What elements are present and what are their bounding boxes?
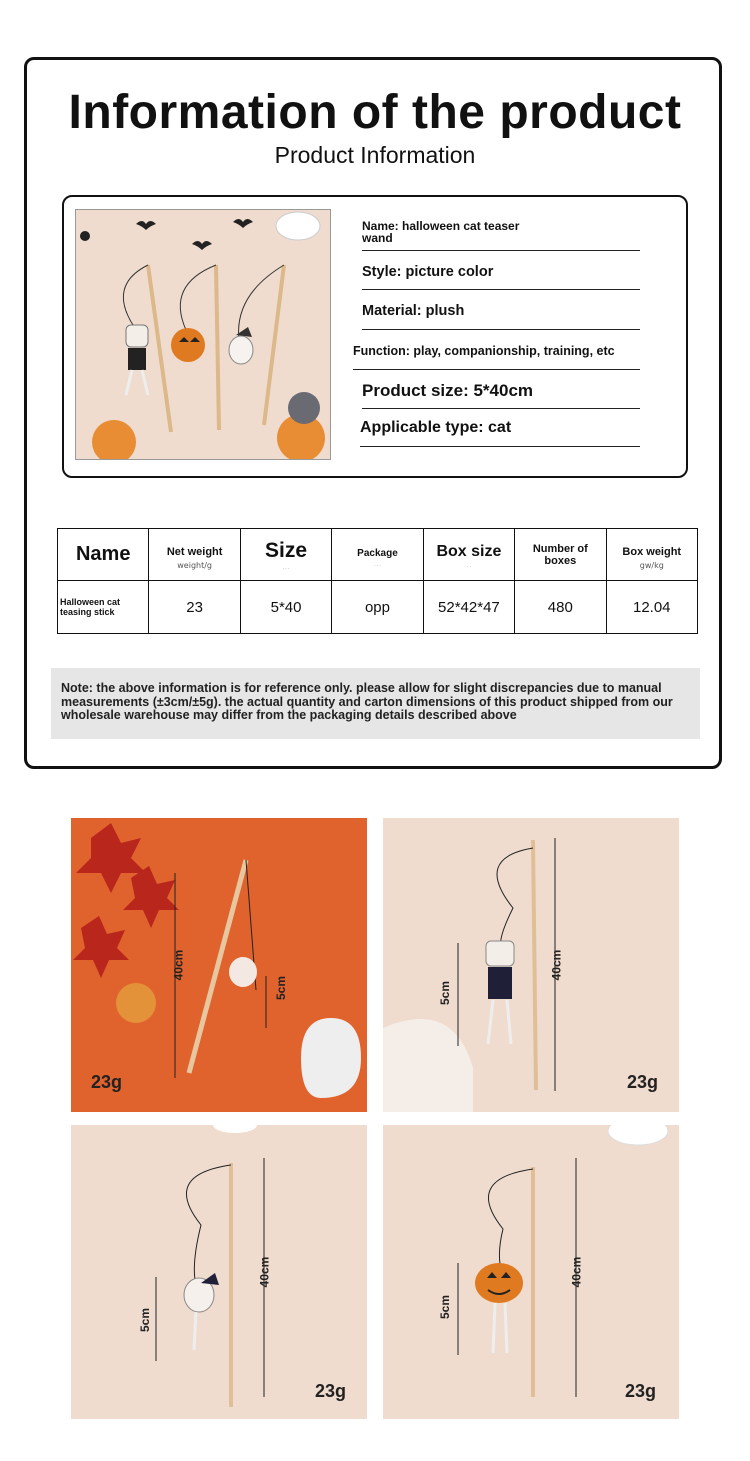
weight-label: 23g xyxy=(315,1381,347,1401)
length-label: 40cm xyxy=(257,1256,272,1288)
ghost-hat-toy-photo xyxy=(71,1125,367,1419)
pumpkin-toy-photo xyxy=(383,1125,679,1419)
toy-size-label: 5cm xyxy=(438,1294,453,1320)
product-photo xyxy=(75,209,331,460)
weight-label: 23g xyxy=(625,1381,657,1401)
info-function: Function: play, companionship, training, etc xyxy=(353,344,640,370)
weight-label: 23g xyxy=(627,1072,659,1092)
length-label: 40cm xyxy=(549,949,564,981)
th-box-weight: Box weight gw/kg xyxy=(606,529,697,581)
toy-size-label: 5cm xyxy=(438,980,453,1006)
skeleton-toy-photo xyxy=(383,818,679,1112)
cell-box-weight: 12.04 xyxy=(606,581,697,634)
ghost-toy-photo xyxy=(71,818,367,1112)
th-size: Size · · · xyxy=(240,529,331,581)
page-title: Information of the product xyxy=(68,86,682,139)
table-row xyxy=(58,581,698,634)
photo-tile-2 xyxy=(383,818,679,1112)
disclaimer-note: Note: the above information is for reference only. please allow for slight discrepancies due to manual measurements (±3cm/±5g). the actual quantity and carton dimensions of this product shipped from our wholesale warehouse may differ from the packaging details described above xyxy=(51,668,700,739)
cell-boxes: 480 xyxy=(515,581,606,634)
info-style: Style: picture color xyxy=(362,264,640,290)
info-material: Material: plush xyxy=(362,303,640,330)
length-label: 40cm xyxy=(569,1256,584,1288)
info-type: Applicable type: cat xyxy=(360,419,640,447)
photo-tile-4 xyxy=(383,1125,679,1419)
th-box-size: Box size · · xyxy=(423,529,514,581)
cell-name: Halloween cat teasing stick xyxy=(58,581,149,634)
photo-tile-1 xyxy=(71,818,367,1112)
cell-box-size: 52*42*47 xyxy=(423,581,514,634)
toy-size-label: 5cm xyxy=(138,1307,153,1333)
page-subtitle: Product Information xyxy=(274,142,476,168)
toy-size-label: 5cm xyxy=(274,975,289,1001)
info-size: Product size: 5*40cm xyxy=(362,381,640,409)
weight-label: 23g xyxy=(91,1072,123,1092)
cell-weight: 23 xyxy=(149,581,240,634)
table-header-row xyxy=(58,529,698,581)
length-label: 40cm xyxy=(171,949,186,981)
product-illustration xyxy=(76,210,331,460)
info-name: Name: halloween cat teaser wand xyxy=(362,220,640,251)
th-package: Package · · · xyxy=(332,529,423,581)
cell-package: opp xyxy=(332,581,423,634)
photo-tile-3 xyxy=(71,1125,367,1419)
th-weight: Net weight weight/g xyxy=(149,529,240,581)
spec-table xyxy=(57,528,698,634)
th-name: Name xyxy=(58,529,149,581)
cell-size: 5*40 xyxy=(240,581,331,634)
th-boxes: Number of boxes xyxy=(515,529,606,581)
